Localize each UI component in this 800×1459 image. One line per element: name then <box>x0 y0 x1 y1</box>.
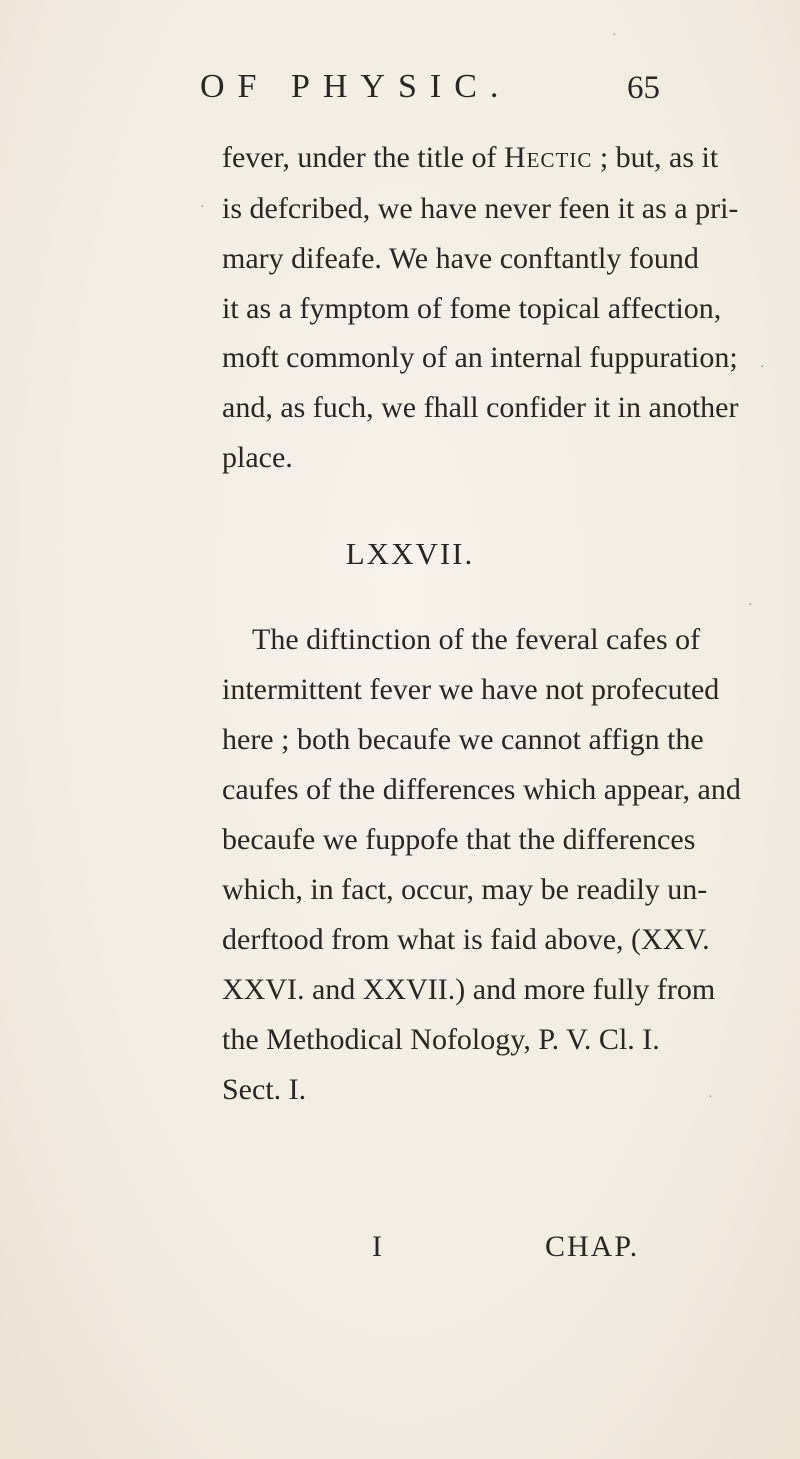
paper-speck: · <box>612 28 617 43</box>
running-head: OF PHYSIC. <box>200 68 512 105</box>
text-line: which, in fact, occur, may be readily un- <box>222 873 708 906</box>
catchword: CHAP. <box>545 1230 640 1263</box>
paper-speck: · <box>200 200 205 215</box>
text-line: the Methodical Nofology, P. V. Cl. I. <box>222 1023 660 1056</box>
text-fragment: ; but, as it <box>592 141 719 174</box>
text-line: moft commonly of an internal fuppuration; <box>222 341 738 374</box>
text-line <box>222 143 718 173</box>
paper-speck: · <box>760 360 765 375</box>
text-line: mary difeafe. We have conftantly found <box>222 242 699 275</box>
section-heading: LXXVII. <box>345 536 475 571</box>
text-line: Sect. I. <box>222 1073 307 1106</box>
page-header <box>200 68 660 118</box>
text-line: place. <box>222 441 293 474</box>
paper-speck: · <box>748 598 753 613</box>
text-line: it as a fymptom of fome topical affection, <box>222 292 722 325</box>
text-line: caufes of the differences which appear, and <box>222 773 741 806</box>
text-line: intermittent fever we have not profecuted <box>222 673 720 706</box>
text-line: XXVI. and XXVII.) and more fully from <box>222 973 716 1006</box>
page-footer <box>0 1230 800 1270</box>
text-line: and, as fuch, we fhall confider it in another <box>222 391 739 424</box>
text-line: The diftinction of the feveral cafes of <box>252 623 701 656</box>
text-line: is defcribed, we have never feen it as a pri- <box>222 192 739 225</box>
text-fragment: fever, under the title of <box>222 141 505 174</box>
term-hectic: Hectic <box>504 141 593 174</box>
text-line: here ; both becaufe we cannot affign the <box>222 723 704 756</box>
page-number: 65 <box>627 70 660 106</box>
text-line: becaufe we fuppofe that the differences <box>222 823 696 856</box>
paper-speck: · <box>708 1090 713 1105</box>
signature-mark: I <box>372 1230 382 1263</box>
text-line: derftood from what is faid above, (XXV. <box>222 923 710 956</box>
